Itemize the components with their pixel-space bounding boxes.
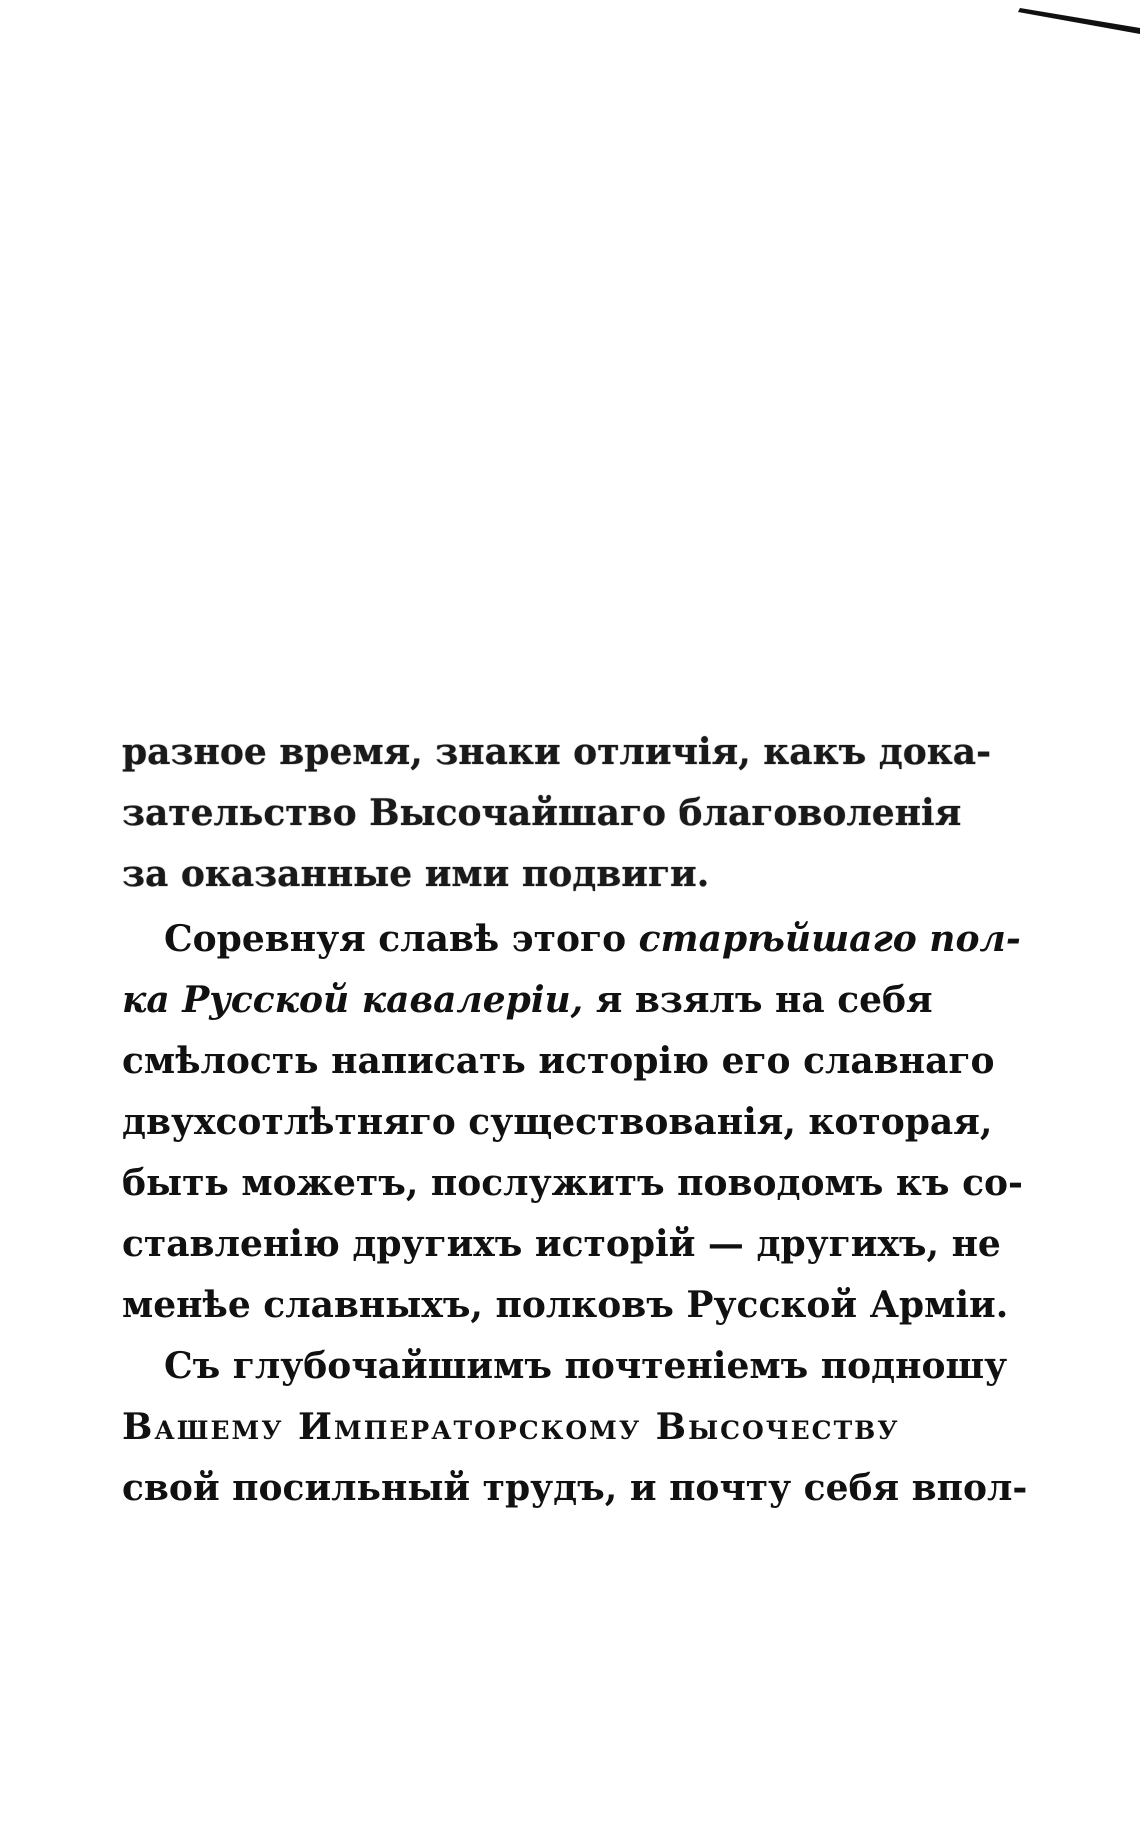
text-line [122, 909, 1021, 970]
page-edge-mark [1000, 0, 1140, 40]
text-line [122, 970, 933, 1031]
text-line: менѣе славныхъ, полковъ Русской Арміи. [122, 1284, 1009, 1326]
text-line: свой посильный трудъ, и почту себя впол- [122, 1467, 1028, 1509]
text-span: Соревнуя славѣ этого [164, 918, 639, 960]
text-line: ставленію другихъ исторій — другихъ, не [122, 1223, 1001, 1265]
italic-span: ка Русской кавалеріи, [122, 979, 584, 1021]
text-line [122, 1336, 1008, 1397]
text-line: смѣлость написать исторію его славнаго [122, 1040, 995, 1082]
text-line: за оказанные ими подвиги. [122, 853, 710, 895]
text-span: Съ глубочайшимъ почтеніемъ подношу [164, 1345, 1008, 1387]
page-body [122, 722, 1028, 1519]
text-line: зательство Высочайшаго благоволенія [122, 792, 962, 834]
text-span: я взялъ на себя [583, 979, 933, 1021]
text-line: Вашему Императорскому Высочеству [122, 1406, 900, 1448]
text-line: разное время, знаки отличія, какъ дока- [122, 731, 992, 773]
text-line: быть можетъ, послужитъ поводомъ къ со- [122, 1162, 1023, 1204]
italic-span: старѣйшаго пол- [638, 918, 1021, 960]
text-line: двухсотлѣтняго существованія, которая, [122, 1101, 993, 1143]
